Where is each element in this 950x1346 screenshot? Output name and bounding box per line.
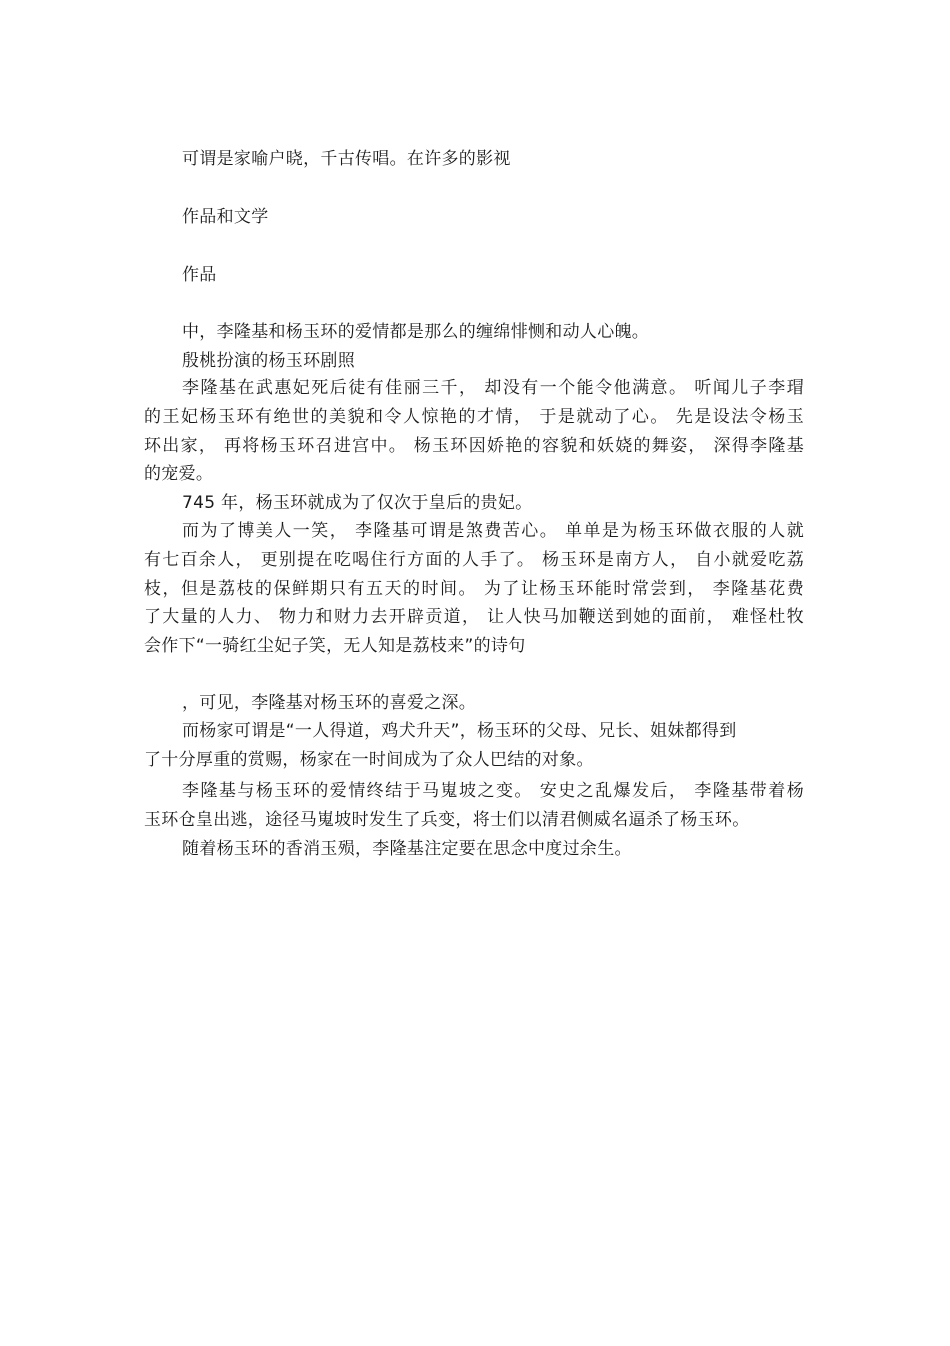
text-line: 随着杨玉环的香消玉殒，李隆基注定要在思念中度过余生。 bbox=[182, 839, 632, 859]
text-line: 而为了博美人一笑， 李隆基可谓是煞费苦心。 单单是为杨玉环做衣服的人就 bbox=[182, 521, 804, 541]
text-line: 了十分厚重的赏赐，杨家在一时间成为了众人巴结的对象。 bbox=[144, 750, 594, 770]
text-line: 745 年，杨玉环就成为了仅次于皇后的贵妃。 bbox=[182, 493, 533, 513]
text-line: 而杨家可谓是“一人得道，鸡犬升天”，杨玉环的父母、兄长、姐妹都得到 bbox=[182, 721, 737, 741]
text-line: 环出家， 再将杨玉环召进宫中。 杨玉环因娇艳的容貌和妖娆的舞姿， 深得李隆基 bbox=[144, 436, 804, 456]
text-line: 的宠爱。 bbox=[144, 464, 214, 484]
text-line: 作品和文学 bbox=[182, 207, 269, 227]
text-line: 可谓是家喻户晓，千古传唱。在许多的影视 bbox=[182, 149, 511, 169]
text-line: 了大量的人力、 物力和财力去开辟贡道， 让人快马加鞭送到她的面前， 难怪杜牧 bbox=[144, 607, 804, 627]
text-line: 玉环仓皇出逃，途径马嵬坡时发生了兵变，将士们以清君侧威名逼杀了杨玉环。 bbox=[144, 810, 750, 830]
text-line: 有七百余人， 更别提在吃喝住行方面的人手了。 杨玉环是南方人， 自小就爱吃荔 bbox=[144, 550, 804, 570]
text-line: 会作下“一骑红尘妃子笑，无人知是荔枝来”的诗句 bbox=[144, 636, 526, 656]
text-line: 李隆基与杨玉环的爱情终结于马嵬坡之变。 安史之乱爆发后， 李隆基带着杨 bbox=[182, 781, 804, 801]
text-line: 的王妃杨玉环有绝世的美貌和令人惊艳的才情， 于是就动了心。 先是设法令杨玉 bbox=[144, 407, 804, 427]
text-line: 枝，但是荔枝的保鲜期只有五天的时间。 为了让杨玉环能时常尝到， 李隆基花费 bbox=[144, 579, 804, 599]
text-line: 李隆基在武惠妃死后徒有佳丽三千， 却没有一个能令他满意。 听闻儿子李瑁 bbox=[182, 378, 804, 398]
text-line: 殷桃扮演的杨玉环剧照 bbox=[182, 351, 355, 371]
text-line: ，可见，李隆基对杨玉环的喜爱之深。 bbox=[182, 693, 477, 713]
text-line: 中，李隆基和杨玉环的爱情都是那么的缠绵悱恻和动人心魄。 bbox=[182, 322, 650, 342]
text-line: 作品 bbox=[182, 265, 217, 285]
